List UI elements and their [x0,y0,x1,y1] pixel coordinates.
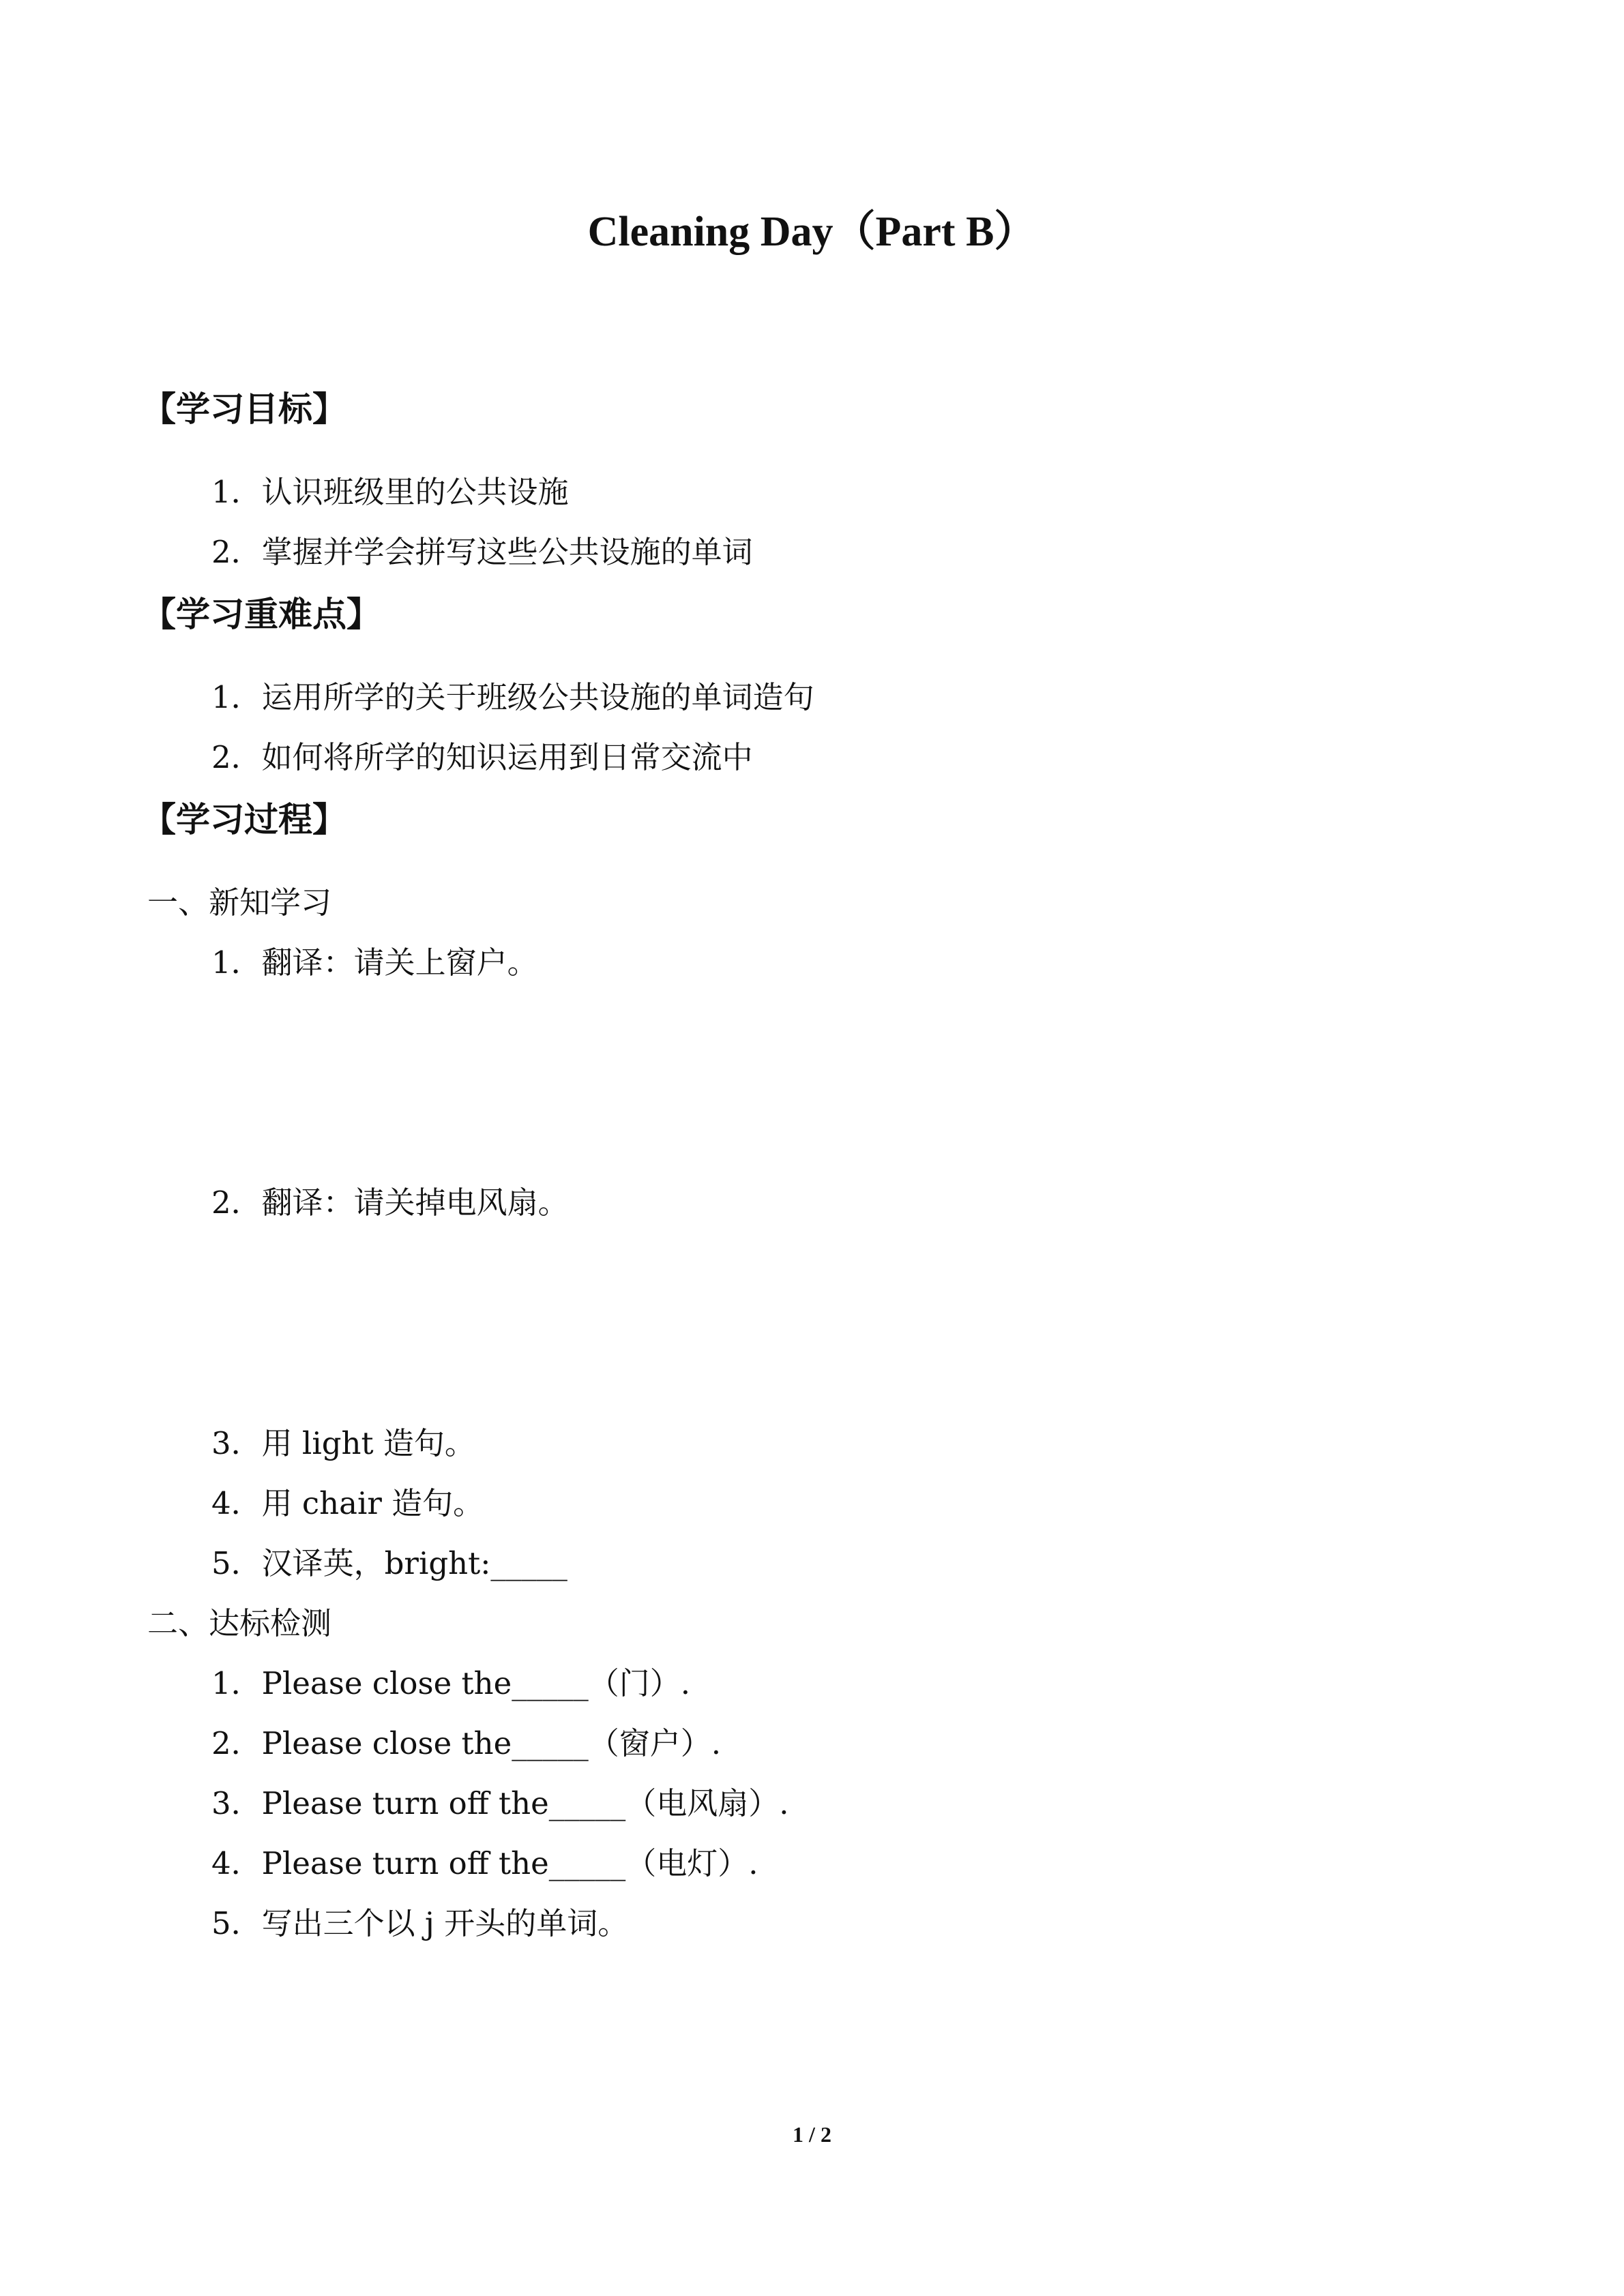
objective-item: 2．掌握并学会拼写这些公共设施的单词 [211,534,753,570]
section-new-knowledge: 一、新知学习 [147,884,332,921]
process-heading: 【学习过程】 [142,800,346,839]
section-assessment: 二、达标检测 [147,1605,332,1641]
exercise-item: 3．用 light 造句。 [211,1425,475,1461]
assessment-item: 3．Please turn off the_____（电风扇）. [211,1785,789,1821]
key-point-item: 2．如何将所学的知识运用到日常交流中 [211,739,753,775]
page-number: 1 / 2 [793,2122,831,2147]
exercise-item: 1．翻译：请关上窗户。 [211,944,538,981]
key-points-heading: 【学习重难点】 [142,595,381,634]
assessment-item: 5．写出三个以 j 开头的单词。 [211,1905,629,1941]
assessment-item: 2．Please close the_____（窗户）. [211,1725,722,1761]
objective-item: 1．认识班级里的公共设施 [211,474,569,510]
exercise-item: 2．翻译：请关掉电风扇。 [211,1184,569,1221]
exercise-item: 5．汉译英，bright:_____ [211,1545,567,1581]
objectives-heading: 【学习目标】 [142,389,346,429]
assessment-item: 4．Please turn off the_____（电灯）. [211,1845,758,1881]
document-title: Cleaning Day（Part B） [587,209,1037,255]
assessment-item: 1．Please close the_____（门）. [211,1665,691,1701]
exercise-item: 4．用 chair 造句。 [211,1485,484,1521]
key-point-item: 1．运用所学的关于班级公共设施的单词造句 [211,679,814,715]
